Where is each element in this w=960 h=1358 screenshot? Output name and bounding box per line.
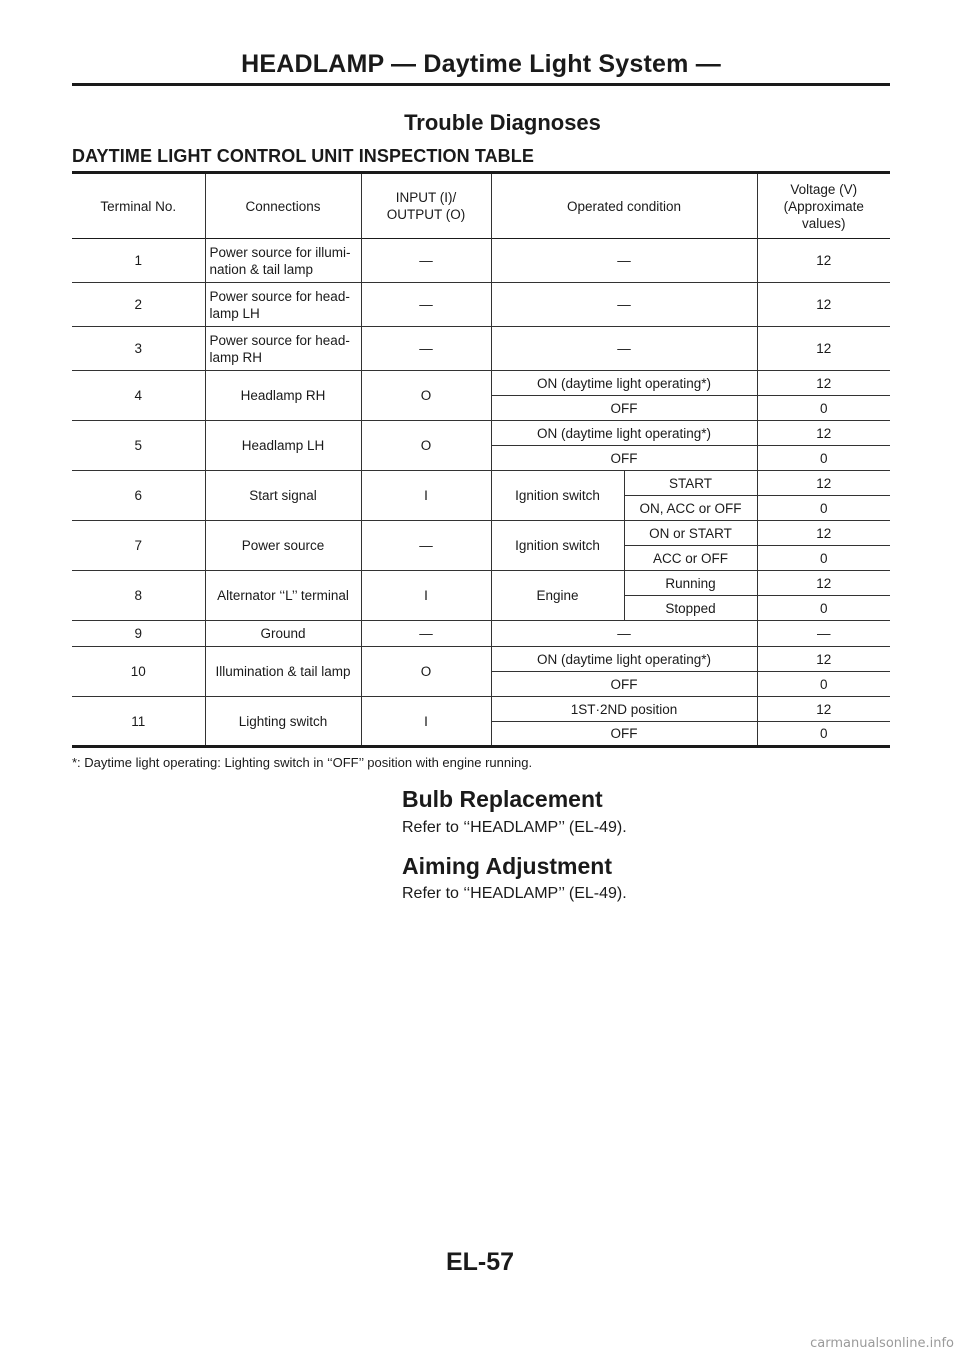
- io-value: O: [361, 371, 491, 421]
- table-row: [72, 647, 890, 672]
- io-value: I: [361, 697, 491, 747]
- connection: [205, 239, 361, 283]
- bulb-replacement-text: Refer to ‘‘HEADLAMP’’ (EL-49).: [402, 819, 627, 836]
- table-row: [72, 471, 890, 496]
- connection: Power source: [205, 521, 361, 571]
- watermark: carmanualsonline.info: [810, 1336, 954, 1351]
- connection: [205, 283, 361, 327]
- voltage-value: 12: [816, 475, 832, 491]
- connection: Lighting switch: [205, 697, 361, 747]
- operated-condition: —: [491, 621, 757, 647]
- header-io: [361, 173, 491, 239]
- io-value: —: [361, 621, 491, 647]
- table-header-row: [72, 173, 890, 239]
- table-row: [72, 283, 890, 327]
- connection: [205, 327, 361, 371]
- operated-condition: —: [491, 283, 757, 327]
- page-title: Trouble Diagnoses: [404, 110, 601, 135]
- voltage-value: 12: [816, 341, 832, 356]
- running-header: [72, 50, 890, 90]
- voltage-value: 12: [816, 651, 832, 667]
- terminal-no: 3: [72, 327, 205, 371]
- connection: Illumination & tail lamp: [205, 647, 361, 697]
- operated-condition: ACC or OFF: [624, 546, 757, 571]
- condition-source: Ignition switch: [491, 471, 624, 521]
- operated-condition: OFF: [491, 446, 757, 471]
- voltage-value: 0: [819, 550, 828, 566]
- io-value: —: [361, 327, 491, 371]
- table-row: [72, 371, 890, 396]
- terminal-no: 7: [72, 521, 205, 571]
- table-row: [72, 571, 890, 596]
- operated-condition: ON (daytime light operating*): [491, 647, 757, 672]
- connection-line-2: lamp RH: [209, 349, 263, 365]
- connection-line-2: nation & tail lamp: [209, 261, 314, 277]
- voltage-value: 12: [816, 297, 832, 312]
- terminal-no: 2: [72, 283, 205, 327]
- voltage-value: 0: [819, 400, 828, 416]
- connection: Ground: [205, 621, 361, 647]
- running-header-title: HEADLAMP — Daytime Light System —: [241, 50, 721, 78]
- operated-condition: Stopped: [624, 596, 757, 621]
- operated-condition: OFF: [491, 722, 757, 747]
- voltage-value: 0: [819, 726, 828, 741]
- operated-condition: OFF: [491, 396, 757, 421]
- table-row: [72, 697, 890, 722]
- operated-condition: —: [491, 327, 757, 371]
- io-value: O: [361, 647, 491, 697]
- voltage-value: 0: [819, 600, 828, 616]
- operated-condition: OFF: [491, 672, 757, 697]
- terminal-no: 10: [72, 647, 205, 697]
- operated-condition: START: [624, 471, 757, 496]
- table-row: [72, 621, 890, 647]
- voltage-value: 12: [816, 525, 832, 541]
- operated-condition: —: [491, 239, 757, 283]
- voltage-value: 0: [819, 450, 828, 466]
- connection: Headlamp RH: [205, 371, 361, 421]
- aiming-adjustment-text: Refer to ‘‘HEADLAMP’’ (EL-49).: [402, 885, 627, 902]
- header-terminal: Terminal No.: [72, 173, 205, 239]
- voltage-value: 12: [816, 253, 832, 268]
- io-value: O: [361, 421, 491, 471]
- table-row: [72, 521, 890, 546]
- io-value: —: [361, 521, 491, 571]
- connection: Headlamp LH: [205, 421, 361, 471]
- page-number: EL-57: [445, 1248, 515, 1276]
- header-voltage-line-3: values): [801, 215, 846, 231]
- voltage-value: 0: [819, 500, 828, 516]
- operated-condition: ON (daytime light operating*): [491, 421, 757, 446]
- terminal-no: 8: [72, 571, 205, 621]
- header-voltage: [757, 173, 890, 239]
- terminal-no: 9: [72, 621, 205, 647]
- table-row: [72, 421, 890, 446]
- operated-condition: 1ST·2ND position: [491, 697, 757, 722]
- connection: Alternator ‘‘L’’ terminal: [205, 571, 361, 621]
- io-value: —: [361, 239, 491, 283]
- header-voltage-line-2: (Approximate: [783, 198, 864, 214]
- operated-condition: ON, ACC or OFF: [624, 496, 757, 521]
- connection-line-2: lamp LH: [209, 305, 260, 321]
- header-condition: Operated condition: [491, 173, 757, 239]
- connection-line-1: Power source for head-: [209, 288, 350, 304]
- header-io-line-1: INPUT (I)/: [395, 190, 457, 205]
- header-io-line-2: OUTPUT (O): [386, 207, 466, 222]
- aiming-adjustment-heading: Aiming Adjustment: [402, 853, 612, 879]
- terminal-no: 4: [72, 371, 205, 421]
- terminal-no: 11: [72, 697, 205, 747]
- header-rule: [72, 83, 890, 86]
- bulb-replacement-heading: Bulb Replacement: [402, 786, 603, 812]
- voltage-value: 0: [819, 676, 828, 692]
- voltage-value: 12: [816, 375, 832, 391]
- condition-source: Ignition switch: [491, 521, 624, 571]
- terminal-no: 6: [72, 471, 205, 521]
- voltage-value: 12: [816, 425, 832, 441]
- header-voltage-line-1: Voltage (V): [790, 181, 858, 197]
- inspection-table: [72, 171, 890, 748]
- table-footnote: *: Daytime light operating: Lighting switch in ‘‘OFF’’ position with engine running.: [72, 755, 533, 770]
- operated-condition: Running: [624, 571, 757, 596]
- io-value: I: [361, 471, 491, 521]
- connection-line-1: Power source for illumi-: [209, 244, 351, 260]
- table-row: [72, 327, 890, 371]
- voltage-value: —: [817, 626, 831, 641]
- voltage-value: 12: [816, 701, 832, 717]
- operated-condition: ON or START: [624, 521, 757, 546]
- operated-condition: ON (daytime light operating*): [491, 371, 757, 396]
- connection-line-1: Power source for head-: [209, 332, 350, 348]
- connection: Start signal: [205, 471, 361, 521]
- voltage-value: 12: [816, 575, 832, 591]
- terminal-no: 1: [72, 239, 205, 283]
- terminal-no: 5: [72, 421, 205, 471]
- io-value: I: [361, 571, 491, 621]
- io-value: —: [361, 283, 491, 327]
- table-title: DAYTIME LIGHT CONTROL UNIT INSPECTION TABLE: [72, 146, 534, 166]
- condition-source: Engine: [491, 571, 624, 621]
- table-row: [72, 239, 890, 283]
- header-connections: Connections: [205, 173, 361, 239]
